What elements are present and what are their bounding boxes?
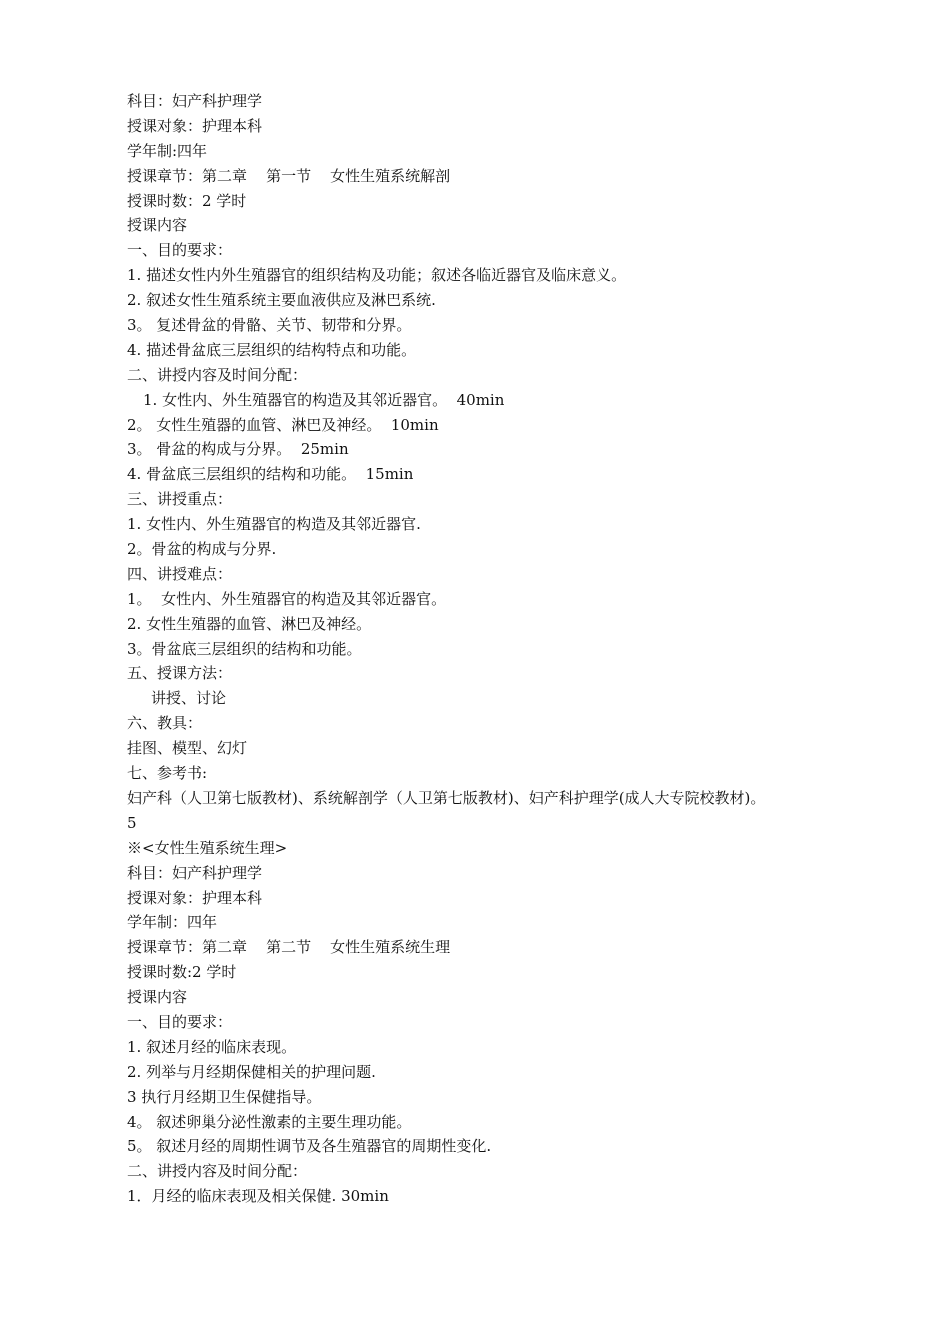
lesson-title: ※<女性生殖系统生理> (127, 838, 288, 857)
list-item: 2。 女性生殖器的血管、淋巴及神经。 10min (127, 415, 439, 434)
subject-line: 科目：妇产科护理学 (127, 92, 263, 110)
teaching-aids-text: 挂图、模型、幻灯 (127, 739, 248, 758)
section-heading: 一、目的要求： (127, 241, 233, 260)
subject-line: 科目：妇产科护理学 (127, 863, 263, 882)
list-item: 1. 描述女性内外生殖器官的组织结构及功能；叙述各临近器官及临床意义。 (127, 266, 627, 285)
hours-line: 授课时数:2 学时 (127, 963, 237, 982)
list-item: 1. 女性内、外生殖器官的构造及其邻近器官。 40min (143, 390, 505, 409)
method-text: 讲授、讨论 (151, 689, 227, 708)
section-heading: 四、讲授难点： (127, 564, 233, 583)
list-item: 4。 叙述卵巢分泌性激素的主要生理功能。 (127, 1112, 412, 1131)
list-item: 1．月经的临床表现及相关保健. 30min (127, 1187, 389, 1206)
list-item: 3。 骨盆的构成与分界。 25min (127, 440, 349, 459)
list-item: 3。骨盆底三层组织的结构和功能。 (127, 639, 362, 658)
list-item: 3 执行月经期卫生保健指导。 (127, 1087, 322, 1106)
list-item: 2. 列举与月经期保健相关的护理问题. (127, 1062, 376, 1081)
list-item: 2. 叙述女性生殖系统主要血液供应及淋巴系统. (127, 291, 436, 310)
document-body (127, 89, 867, 1209)
chapter-line: 授课章节：第二章 第二节 女性生殖系统生理 (127, 938, 451, 957)
list-item: 2。骨盆的构成与分界. (127, 540, 277, 559)
list-item: 1. 叙述月经的临床表现。 (127, 1037, 297, 1056)
section-heading: 六、教具： (127, 714, 203, 733)
list-item: 3。 复述骨盆的骨骼、关节、韧带和分界。 (127, 316, 412, 335)
page-number: 5 (127, 813, 137, 832)
chapter-line: 授课章节：第二章 第一节 女性生殖系统解剖 (127, 166, 451, 185)
program-years-line: 学年制：四年 (127, 913, 218, 932)
section-heading: 七、参考书: (127, 764, 208, 783)
section-heading: 二、讲授内容及时间分配： (127, 1162, 308, 1181)
list-item: 2. 女性生殖器的血管、淋巴及神经。 (127, 614, 372, 633)
list-item: 4. 描述骨盆底三层组织的结构特点和功能。 (127, 340, 417, 359)
program-years-line: 学年制:四年 (127, 141, 208, 160)
audience-line: 授课对象：护理本科 (127, 116, 263, 135)
list-item: 5。 叙述月经的周期性调节及各生殖器官的周期性变化. (127, 1137, 492, 1156)
hours-line: 授课时数：2 学时 (127, 191, 247, 210)
list-item: 1。 女性内、外生殖器官的构造及其邻近器官。 (127, 589, 447, 608)
section-heading: 五、授课方法： (127, 664, 233, 683)
content-heading: 授课内容 (127, 988, 188, 1007)
section-heading: 三、讲授重点： (127, 490, 233, 509)
list-item: 4. 骨盆底三层组织的结构和功能。 15min (127, 465, 414, 484)
section-heading: 二、讲授内容及时间分配： (127, 365, 308, 384)
references-text: 妇产科（人卫第七版教材)、系统解剖学（人卫第七版教材)、妇产科护理学(成人大专院校教材)。 (127, 788, 766, 807)
list-item: 1. 女性内、外生殖器官的构造及其邻近器官. (127, 515, 421, 534)
content-heading: 授课内容 (127, 216, 188, 235)
section-heading: 一、目的要求： (127, 1012, 233, 1031)
audience-line: 授课对象：护理本科 (127, 888, 263, 907)
